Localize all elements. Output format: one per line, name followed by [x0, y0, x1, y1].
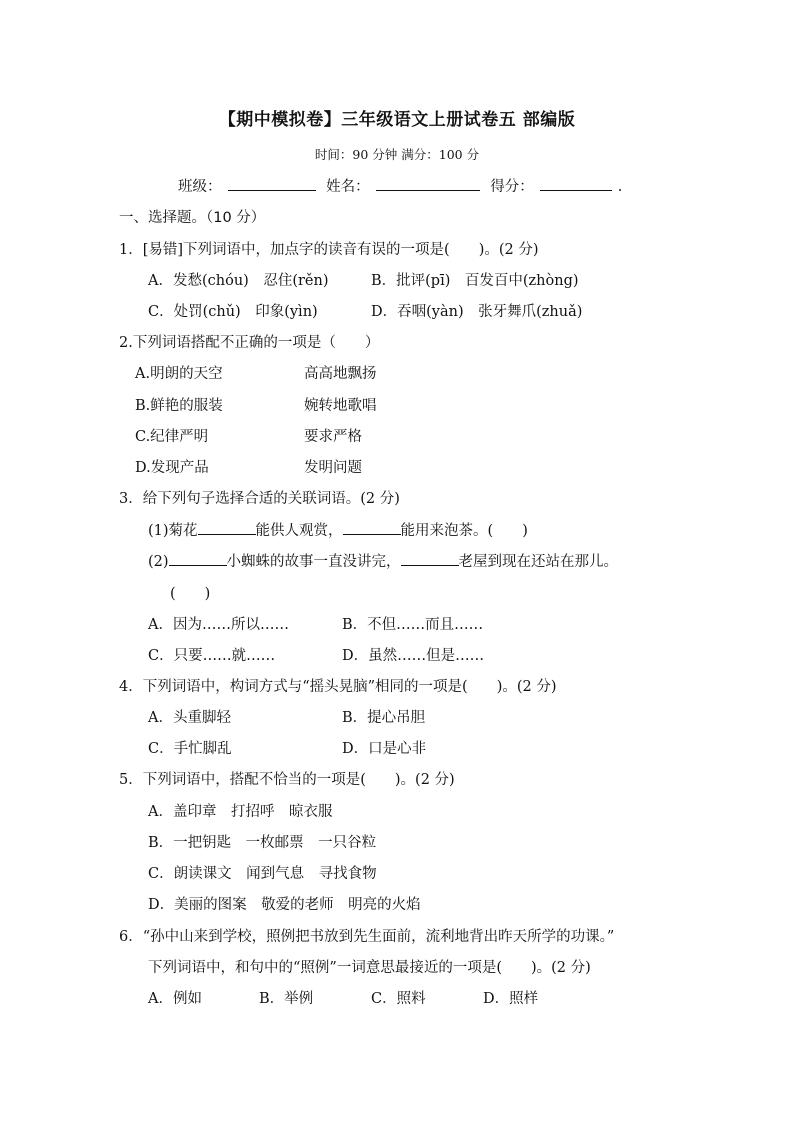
q2-option-c-right: 要求严格 [304, 429, 362, 445]
exam-time-info: 时间：90 分钟 满分：100 分 [314, 147, 480, 162]
q6-option-a[interactable]: A．例如 [148, 991, 202, 1007]
q2-option-d-right: 发明问题 [304, 460, 362, 476]
score-label: 得分： [490, 179, 534, 195]
q3-s2-answer-paren[interactable]: ( ) [170, 586, 211, 602]
q3-s2-part-a: (2) [148, 554, 169, 570]
q4-option-d[interactable]: D．口是心非 [342, 741, 427, 757]
q1-option-b[interactable]: B．批评(pī) 百发百中(zhòng) [371, 273, 579, 289]
page-title: 【期中模拟卷】三年级语文上册试卷五 部编版 [218, 110, 576, 130]
question-1-stem: 1．[易错]下列词语中，加点字的读音有误的一项是( )。(2 分) [119, 242, 539, 258]
q5-option-b[interactable]: B．一把钥匙 一枚邮票 一只谷粒 [148, 835, 377, 851]
question-2-stem: 2.下列词语搭配不正确的一项是（ ） [119, 335, 380, 351]
q3-s1-blank-2[interactable] [343, 520, 401, 535]
q6-option-c[interactable]: C．照料 [371, 991, 426, 1007]
q2-option-a-left[interactable]: A.明朗的天空 [135, 366, 223, 382]
q4-option-a[interactable]: A．头重脚轻 [148, 710, 231, 726]
q6-option-d[interactable]: D．照样 [483, 991, 539, 1007]
question-3-stem: 3．给下列句子选择合适的关联词语。(2 分) [119, 491, 400, 507]
question-4-stem: 4．下列词语中，构词方式与“摇头晃脑”相同的一项是( )。(2 分) [119, 679, 557, 695]
q1-option-d[interactable]: D．吞咽(yàn) 张牙舞爪(zhuǎ) [371, 304, 583, 320]
q3-s1-part-a: (1)菊花 [148, 523, 198, 539]
q5-option-a[interactable]: A．盖印章 打招呼 晾衣服 [148, 804, 333, 820]
q2-option-c-left[interactable]: C.纪律严明 [135, 429, 209, 445]
class-blank[interactable] [228, 176, 316, 191]
q3-s1-part-c: 能用来泡茶。( ) [400, 523, 528, 539]
name-label: 姓名： [326, 179, 370, 195]
q3-sentence-1 [148, 519, 528, 540]
q5-option-c[interactable]: C．朗读课文 闻到气息 寻找食物 [148, 866, 377, 882]
q3-sentence-2 [148, 550, 618, 571]
q4-option-c[interactable]: C．手忙脚乱 [148, 741, 232, 757]
question-6-stem: 6．“孙中山来到学校，照例把书放到先生面前，流利地背出昨天所学的功课。” [119, 929, 615, 945]
q2-option-d-left[interactable]: D.发现产品 [135, 460, 209, 476]
q6-option-b[interactable]: B．举例 [259, 991, 314, 1007]
q1-option-c[interactable]: C．处罚(chǔ) 印象(yìn) [148, 304, 318, 320]
student-info-row: 班级： 姓名： 得分： . [178, 175, 622, 196]
q5-option-d[interactable]: D．美丽的图案 敬爱的老师 明亮的火焰 [148, 897, 421, 913]
q3-s2-part-c: 老屋到现在还站在那儿。 [458, 554, 619, 570]
q2-option-a-right: 高高地飘扬 [304, 366, 377, 382]
q3-s2-blank-2[interactable] [401, 551, 459, 566]
score-blank[interactable] [540, 176, 612, 191]
q3-option-b[interactable]: B．不但……而且…… [342, 617, 484, 633]
q2-option-b-right: 婉转地歌唱 [304, 398, 377, 414]
q3-option-a[interactable]: A．因为……所以…… [148, 617, 289, 633]
q3-option-d[interactable]: D．虽然……但是…… [342, 648, 485, 664]
q4-option-b[interactable]: B．提心吊胆 [342, 710, 426, 726]
class-label: 班级： [178, 179, 222, 195]
name-blank[interactable] [376, 176, 480, 191]
section-title: 一、选择题。（10 分） [119, 210, 266, 226]
q3-s1-blank-1[interactable] [198, 520, 256, 535]
q3-s1-part-b: 能供人观赏， [255, 523, 343, 539]
q3-s2-part-b: 小蜘蛛的故事一直没讲完， [226, 554, 401, 570]
q3-option-c[interactable]: C．只要……就…… [148, 648, 276, 664]
q3-s2-blank-1[interactable] [169, 551, 227, 566]
q2-option-b-left[interactable]: B.鲜艳的服装 [135, 398, 223, 414]
question-6-stem-2: 下列词语中，和句中的“照例”一词意思最接近的一项是( )。(2 分) [148, 960, 591, 976]
question-5-stem: 5．下列词语中，搭配不恰当的一项是( )。(2 分) [119, 772, 455, 788]
q1-option-a[interactable]: A．发愁(chóu) 忍住(rěn) [148, 273, 329, 289]
